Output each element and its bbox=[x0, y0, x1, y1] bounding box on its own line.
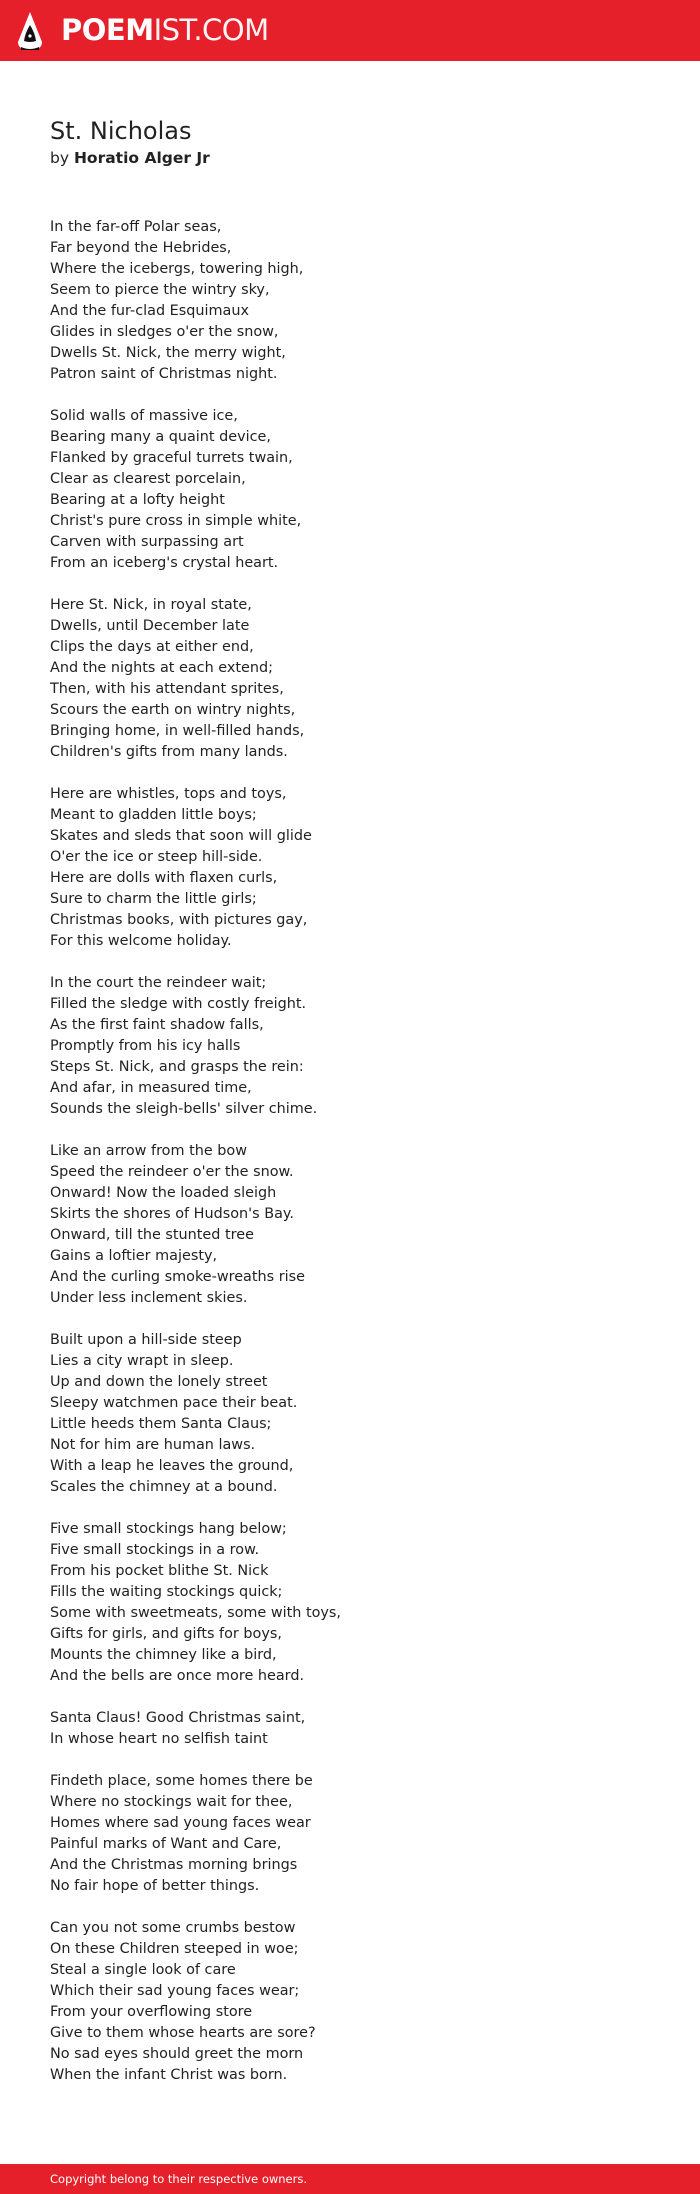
poem-line: Sleepy watchmen pace their beat. bbox=[50, 1395, 298, 1411]
poem-line: Gifts for girls, and gifts for boys, bbox=[50, 1626, 282, 1642]
poem-stanza bbox=[50, 1771, 670, 1897]
poem-line: Clear as clearest porcelain, bbox=[50, 471, 246, 487]
poem-stanza bbox=[50, 1708, 670, 1750]
poem-line: Five small stockings in a row. bbox=[50, 1542, 260, 1558]
poem-line: Meant to gladden little boys; bbox=[50, 807, 257, 823]
poem-line: O'er the ice or steep hill-side. bbox=[50, 849, 263, 865]
poem-line: Dwells, until December late bbox=[50, 618, 250, 634]
pen-nib-icon[interactable] bbox=[17, 11, 43, 51]
poem-stanza bbox=[50, 973, 670, 1120]
site-header bbox=[0, 0, 700, 61]
poem-line: Five small stockings hang below; bbox=[50, 1521, 287, 1537]
poem-byline bbox=[50, 147, 210, 169]
poem-body bbox=[50, 217, 670, 2107]
poem-line: Fills the waiting stockings quick; bbox=[50, 1584, 283, 1600]
poem-line: From his pocket blithe St. Nick bbox=[50, 1563, 269, 1579]
poem-line: Sounds the sleigh-bells' silver chime. bbox=[50, 1101, 318, 1117]
poem-line: Can you not some crumbs bestow bbox=[50, 1920, 296, 1936]
poem-line: Here St. Nick, in royal state, bbox=[50, 597, 252, 613]
poem-stanza bbox=[50, 1519, 670, 1687]
poem-line: Lies a city wrapt in sleep. bbox=[50, 1353, 234, 1369]
site-footer bbox=[0, 2164, 700, 2194]
poem-line: No fair hope of better things. bbox=[50, 1878, 260, 1894]
poem-line: From your overflowing store bbox=[50, 2004, 253, 2020]
poem-line: Flanked by graceful turrets twain, bbox=[50, 450, 293, 466]
poem-line: Steal a single look of care bbox=[50, 1962, 236, 1978]
author-name: Horatio Alger Jr bbox=[73, 149, 210, 167]
poem-line: Glides in sledges o'er the snow, bbox=[50, 324, 279, 340]
poem-line: Where the icebergs, towering high, bbox=[50, 261, 304, 277]
poem-line: Like an arrow from the bow bbox=[50, 1143, 247, 1159]
poem-line: With a leap he leaves the ground, bbox=[50, 1458, 294, 1474]
poem-line: Steps St. Nick, and grasps the rein: bbox=[50, 1059, 304, 1075]
poem-line: Gains a loftier majesty, bbox=[50, 1248, 218, 1264]
poem-line: Here are dolls with flaxen curls, bbox=[50, 870, 278, 886]
poem-line: Sure to charm the little girls; bbox=[50, 891, 257, 907]
poem-line: Painful marks of Want and Care, bbox=[50, 1836, 282, 1852]
poem-line: And the Christmas morning brings bbox=[50, 1857, 298, 1873]
poem-line: Far beyond the Hebrides, bbox=[50, 240, 232, 256]
poem-line: Bearing many a quaint device, bbox=[50, 429, 271, 445]
poem-line: Then, with his attendant sprites, bbox=[50, 681, 284, 697]
poem-stanza bbox=[50, 1918, 670, 2086]
poem-line: Findeth place, some homes there be bbox=[50, 1773, 313, 1789]
poem-line: Little heeds them Santa Claus; bbox=[50, 1416, 272, 1432]
poem-line: Which their sad young faces wear; bbox=[50, 1983, 300, 1999]
by-label: by bbox=[50, 149, 70, 167]
poem-line: In the court the reindeer wait; bbox=[50, 975, 267, 991]
poem-line: Children's gifts from many lands. bbox=[50, 744, 288, 760]
poem-line: Under less inclement skies. bbox=[50, 1290, 248, 1306]
poem-line: On these Children steeped in woe; bbox=[50, 1941, 299, 1957]
poem-line: Christmas books, with pictures gay, bbox=[50, 912, 308, 928]
poem-line: And afar, in measured time, bbox=[50, 1080, 252, 1096]
poem-line: Onward, till the stunted tree bbox=[50, 1227, 254, 1243]
poem-line: Clips the days at either end, bbox=[50, 639, 254, 655]
poem-line: And the curling smoke-wreaths rise bbox=[50, 1269, 305, 1285]
poem-line: Mounts the chimney like a bird, bbox=[50, 1647, 277, 1663]
poem-line: Skirts the shores of Hudson's Bay. bbox=[50, 1206, 294, 1222]
poem-line: And the nights at each extend; bbox=[50, 660, 273, 676]
poem-line: And the fur-clad Esquimaux bbox=[50, 303, 249, 319]
poem-stanza bbox=[50, 406, 670, 574]
poem-line: In whose heart no selfish taint bbox=[50, 1731, 268, 1747]
poem-line: Bearing at a lofty height bbox=[50, 492, 225, 508]
poem-line: Not for him are human laws. bbox=[50, 1437, 256, 1453]
logo-text-bold: POEM bbox=[61, 13, 154, 47]
poem-line: Skates and sleds that soon will glide bbox=[50, 828, 312, 844]
poem-line: Dwells St. Nick, the merry wight, bbox=[50, 345, 286, 361]
poem-title: St. Nicholas bbox=[50, 117, 192, 145]
poem-stanza bbox=[50, 217, 670, 385]
copyright-text: Copyright belong to their respective owners. bbox=[50, 2172, 308, 2186]
poem-line: No sad eyes should greet the morn bbox=[50, 2046, 304, 2062]
poem-line: From an iceberg's crystal heart. bbox=[50, 555, 279, 571]
poem-line: Where no stockings wait for thee, bbox=[50, 1794, 293, 1810]
poem-line: Scales the chimney at a bound. bbox=[50, 1479, 278, 1495]
poem-stanza bbox=[50, 784, 670, 952]
poem-line: Filled the sledge with costly freight. bbox=[50, 996, 307, 1012]
poem-line: When the infant Christ was born. bbox=[50, 2067, 288, 2083]
poem-line: Onward! Now the loaded sleigh bbox=[50, 1185, 277, 1201]
poem-line: As the first faint shadow falls, bbox=[50, 1017, 264, 1033]
poem-line: For this welcome holiday. bbox=[50, 933, 232, 949]
poem-line: Santa Claus! Good Christmas saint, bbox=[50, 1710, 306, 1726]
poem-line: Solid walls of massive ice, bbox=[50, 408, 238, 424]
poem-line: Give to them whose hearts are sore? bbox=[50, 2025, 316, 2041]
poem-line: Bringing home, in well-filled hands, bbox=[50, 723, 305, 739]
logo-text-light: IST.COM bbox=[153, 13, 269, 47]
poem-line: Scours the earth on wintry nights, bbox=[50, 702, 296, 718]
poem-stanza bbox=[50, 595, 670, 763]
poem-line: Homes where sad young faces wear bbox=[50, 1815, 311, 1831]
poem-line: Patron saint of Christmas night. bbox=[50, 366, 278, 382]
poem-line: Seem to pierce the wintry sky, bbox=[50, 282, 270, 298]
poem-line: Here are whistles, tops and toys, bbox=[50, 786, 287, 802]
poem-line: Christ's pure cross in simple white, bbox=[50, 513, 302, 529]
poem-stanza bbox=[50, 1141, 670, 1309]
poem-line: Some with sweetmeats, some with toys, bbox=[50, 1605, 341, 1621]
poem-line: Speed the reindeer o'er the snow. bbox=[50, 1164, 294, 1180]
poem-line: Carven with surpassing art bbox=[50, 534, 244, 550]
poem-stanza bbox=[50, 1330, 670, 1498]
poem-line: Built upon a hill-side steep bbox=[50, 1332, 242, 1348]
poem-line: And the bells are once more heard. bbox=[50, 1668, 305, 1684]
poem-line: In the far-off Polar seas, bbox=[50, 219, 222, 235]
site-logo[interactable] bbox=[61, 13, 269, 47]
poem-line: Promptly from his icy halls bbox=[50, 1038, 241, 1054]
poem-line: Up and down the lonely street bbox=[50, 1374, 268, 1390]
